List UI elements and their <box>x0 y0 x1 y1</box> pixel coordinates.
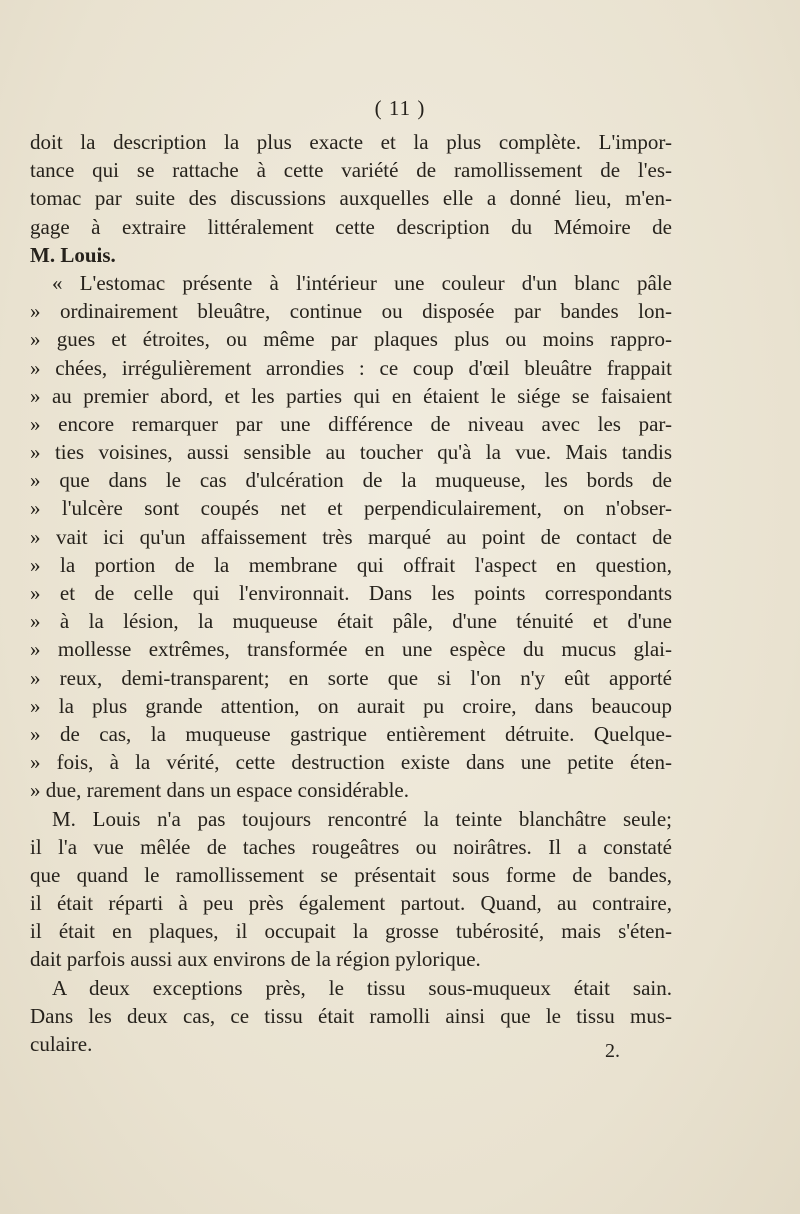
text-line: M. Louis n'a pas toujours rencontré la teinte blanchâtre seule; <box>52 806 672 831</box>
text-line: » gues et étroites, ou même par plaques plus ou moins rappro- <box>30 327 672 352</box>
text-line: il était réparti à peu près également partout. Quand, au contraire, <box>30 891 672 916</box>
text-line: » reux, demi-transparent; en sorte que si l'on n'y eût apporté <box>30 665 672 690</box>
text-line: » vait ici qu'un affaissement très marqué au point de contact de <box>30 524 672 549</box>
text-line: il était en plaques, il occupait la grosse tubérosité, mais s'éten- <box>30 919 672 944</box>
text-line: A deux exceptions près, le tissu sous-muqueux était sain. <box>52 975 672 1000</box>
signature-mark: 2. <box>605 1040 620 1062</box>
text-line: Dans les deux cas, ce tissu était ramolli ainsi que le tissu mus- <box>30 1003 672 1028</box>
text-line: « L'estomac présente à l'intérieur une couleur d'un blanc pâle <box>52 270 672 295</box>
text-line: tance qui se rattache à cette variété de ramollissement de l'es- <box>30 158 672 183</box>
text-line: » la portion de la membrane qui offrait l'aspect en question, <box>30 552 672 577</box>
text-line: » et de celle qui l'environnait. Dans les points correspondants <box>30 581 672 605</box>
paragraph-1 <box>30 128 672 269</box>
text-line: » ordinairement bleuâtre, continue ou disposée par bandes lon- <box>30 299 672 324</box>
text-line: M. Louis. <box>30 242 116 267</box>
text-line: » que dans le cas d'ulcération de la muqueuse, les bords de <box>30 468 672 493</box>
text-line: » due, rarement dans un espace considérable. <box>30 778 410 803</box>
text-line: » fois, à la vérité, cette destruction existe dans une petite éten- <box>30 750 672 775</box>
text-line: tomac par suite des discussions auxquelles elle a donné lieu, m'en- <box>30 186 672 211</box>
text-line: » mollesse extrêmes, transformée en une espèce du mucus glai- <box>30 637 672 662</box>
text-line: » de cas, la muqueuse gastrique entièrement détruite. Quelque- <box>30 721 672 746</box>
text-line: gage à extraire littéralement cette description du Mémoire de <box>30 214 672 239</box>
text-line: doit la description la plus exacte et la plus complète. L'impor- <box>30 130 672 154</box>
text-line: » la plus grande attention, on aurait pu croire, dans beaucoup <box>30 693 672 718</box>
text-line: » encore remarquer par une différence de niveau avec les par- <box>30 411 672 436</box>
text-line: que quand le ramollissement se présentait sous forme de bandes, <box>30 862 672 887</box>
paragraph-4 <box>30 974 672 1059</box>
text-line: » au premier abord, et les parties qui en étaient le siége se faisaient <box>30 383 672 408</box>
text-line: » à la lésion, la muqueuse était pâle, d'une ténuité et d'une <box>30 609 672 634</box>
body-text <box>30 128 672 1058</box>
page-number: ( 11 ) <box>374 96 426 120</box>
text-line: » l'ulcère sont coupés net et perpendiculairement, on n'obser- <box>30 496 672 521</box>
text-line: dait parfois aussi aux environs de la région pylorique. <box>30 947 481 972</box>
paragraph-3 <box>30 805 672 974</box>
text-line: » chées, irrégulièrement arrondies : ce coup d'œil bleuâtre frappait <box>30 355 672 380</box>
text-line: il l'a vue mêlée de taches rougeâtres ou noirâtres. Il a constaté <box>30 834 672 859</box>
text-line: culaire. <box>30 1032 93 1056</box>
text-line: » ties voisines, aussi sensible au toucher qu'à la vue. Mais tandis <box>30 440 672 465</box>
paragraph-2-quotation <box>30 269 672 805</box>
